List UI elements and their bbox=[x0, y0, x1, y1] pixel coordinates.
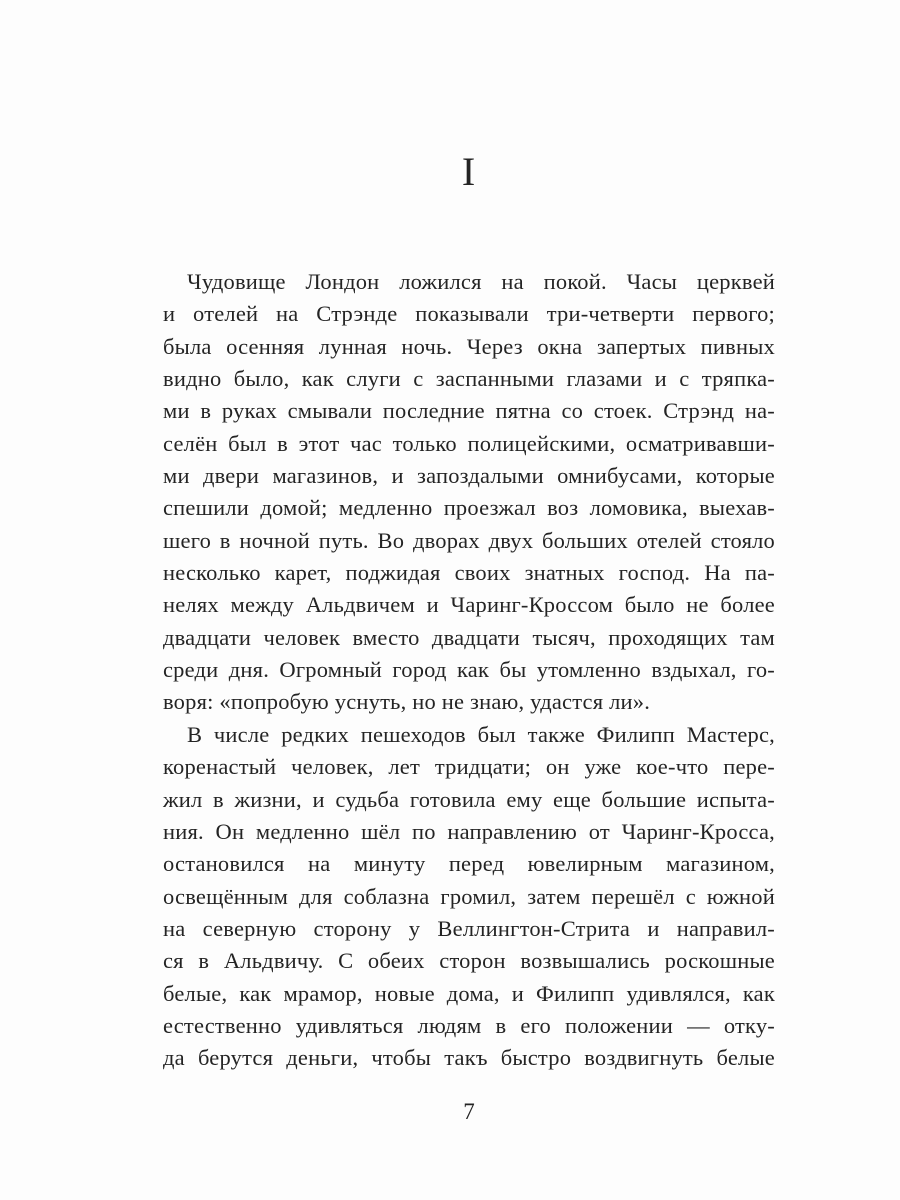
text-line: несколько карет, поджидая своих знатных господ. На па- bbox=[163, 560, 775, 586]
text-line: спешили домой; медленно проезжал воз ломовика, выехав- bbox=[163, 495, 775, 521]
text-line: двадцати человек вместо двадцати тысяч, проходящих там bbox=[163, 624, 775, 650]
chapter-heading: I bbox=[461, 149, 477, 194]
text-line: естественно удивляться людям в его положении — отку- bbox=[163, 1012, 775, 1038]
text-line: селён был в этот час только полицейскими, осматривавши- bbox=[163, 430, 775, 456]
page-number: 7 bbox=[463, 1099, 475, 1124]
text-line: освещённым для соблазна громил, затем перешёл с южной bbox=[163, 883, 775, 909]
text-line: видно было, как слуги с заспанными глазами и с тряпка- bbox=[163, 366, 775, 392]
text-line: среди дня. Огромный город как бы утомленно вздыхал, го- bbox=[163, 657, 775, 683]
text-line: нелях между Альдвичем и Чаринг-Кроссом было не более bbox=[163, 592, 775, 618]
text-line: была осенняя лунная ночь. Через окна запертых пивных bbox=[163, 333, 775, 359]
text-line: на северную сторону у Веллингтон-Стрита и направил- bbox=[163, 915, 775, 941]
text-line: остановился на минуту перед ювелирным магазином, bbox=[163, 851, 775, 877]
text-line: Чудовище Лондон ложился на покой. Часы церквей bbox=[187, 269, 775, 294]
text-line: В числе редких пешеходов был также Филипп Мастерс, bbox=[187, 721, 775, 747]
text-block bbox=[163, 266, 775, 1075]
text-line: коренастый человек, лет тридцати; он уже кое-что пере- bbox=[163, 754, 775, 780]
text-line: ся в Альдвичу. С обеих сторон возвышались роскошные bbox=[163, 948, 775, 974]
text-line: ми двери магазинов, и запоздалыми омнибусами, которые bbox=[163, 463, 775, 489]
text-line: да берутся деньги, чтобы такъ быстро воздвигнуть белые bbox=[163, 1045, 775, 1071]
text-line: воря: «попробую уснуть, но не знаю, удастся ли». bbox=[163, 689, 651, 715]
text-line: шего в ночной путь. Во дворах двух больших отелей стояло bbox=[163, 527, 775, 553]
text-line: и отелей на Стрэнде показывали три-четверти первого; bbox=[163, 301, 775, 327]
text-line: ми в руках смывали последние пятна со стоек. Стрэнд на- bbox=[163, 398, 775, 424]
text-line: белые, как мрамор, новые дома, и Филипп удивлялся, как bbox=[163, 980, 775, 1006]
text-line: жил в жизни, и судьба готовила ему еще большие испыта- bbox=[163, 786, 775, 812]
text-line: ния. Он медленно шёл по направлению от Чаринг-Кросса, bbox=[163, 818, 775, 844]
